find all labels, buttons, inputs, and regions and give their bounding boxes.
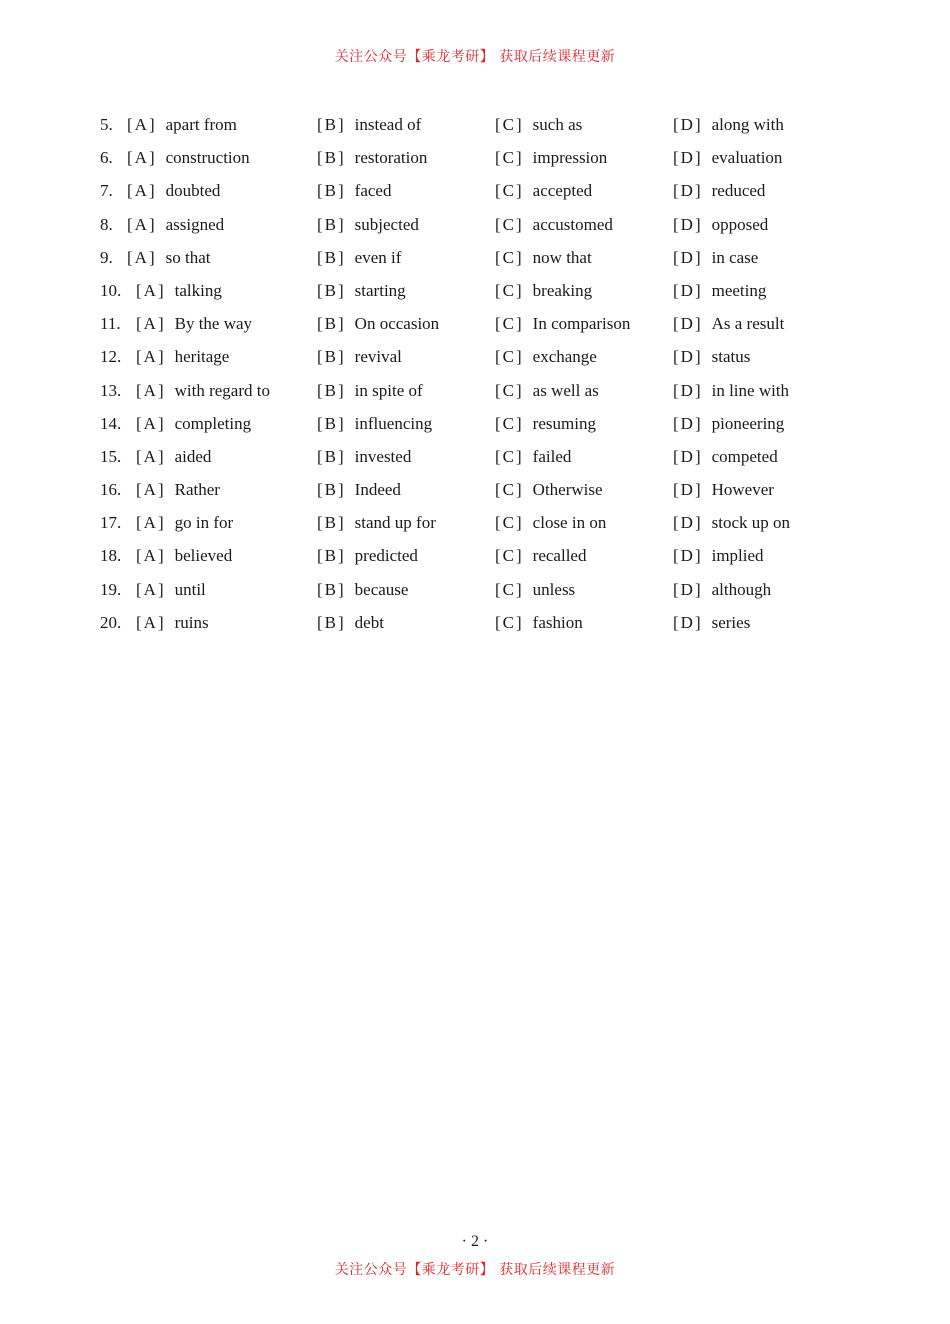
option-d [673, 340, 750, 373]
option-text-d: pioneering [711, 413, 785, 433]
option-c [495, 573, 575, 606]
option-text-d: series [711, 612, 751, 632]
option-a [136, 539, 232, 572]
question-number: 13. [100, 380, 122, 400]
option-text-b: even if [354, 247, 402, 267]
option-text-c: recalled [532, 546, 587, 566]
option-letter-b: [B] [317, 214, 346, 234]
option-a [136, 440, 211, 473]
question-row [0, 573, 950, 606]
option-letter-b: [B] [317, 480, 346, 500]
option-letter-b: [B] [317, 115, 346, 134]
option-b [317, 606, 384, 639]
option-b [317, 174, 391, 207]
option-letter-b: [B] [317, 314, 346, 334]
option-text-b: faced [354, 181, 392, 201]
option-d [673, 307, 784, 340]
question-number: 7. [100, 181, 113, 201]
option-text-a: heritage [174, 347, 230, 367]
question-row [0, 274, 950, 307]
question-row [0, 174, 950, 207]
option-text-c: now that [532, 247, 592, 267]
header-promo: 关注公众号【乘龙考研】 获取后续课程更新 [334, 49, 616, 65]
option-letter-b: [B] [317, 513, 346, 533]
option-letter-c: [C] [495, 347, 524, 367]
option-letter-a: [A] [136, 446, 166, 466]
option-a [127, 141, 250, 174]
option-letter-b: [B] [317, 380, 346, 400]
option-c [495, 208, 613, 241]
option-a [136, 340, 229, 373]
option-letter-a: [A] [136, 546, 166, 566]
option-b [317, 440, 411, 473]
option-b [317, 307, 439, 340]
option-letter-b: [B] [317, 546, 346, 566]
option-d [673, 374, 789, 407]
option-text-a: until [174, 579, 206, 599]
option-text-b: invested [354, 446, 412, 466]
option-text-b: instead of [354, 115, 422, 134]
question-number: 19. [100, 579, 122, 599]
option-letter-d: [D] [673, 347, 703, 367]
option-text-b: because [354, 579, 409, 599]
option-text-a: so that [165, 247, 211, 267]
option-a [136, 506, 233, 539]
option-text-d: implied [711, 546, 764, 566]
option-d [673, 108, 784, 141]
option-d [673, 241, 758, 274]
option-text-b: restoration [354, 148, 428, 168]
option-letter-b: [B] [317, 347, 346, 367]
question-number: 8. [100, 214, 113, 234]
option-text-c: accepted [532, 181, 593, 201]
option-d [673, 606, 750, 639]
option-b [317, 573, 408, 606]
question-row [0, 506, 950, 539]
option-text-c: failed [532, 446, 572, 466]
option-text-a: aided [174, 446, 212, 466]
option-letter-a: [A] [136, 413, 166, 433]
option-c [495, 174, 592, 207]
option-letter-b: [B] [317, 148, 346, 168]
option-d [673, 407, 784, 440]
option-d [673, 473, 774, 506]
question-number: 10. [100, 280, 122, 300]
option-b [317, 407, 432, 440]
option-letter-d: [D] [673, 280, 703, 300]
option-c [495, 274, 592, 307]
option-text-d: competed [711, 446, 778, 466]
question-row [0, 374, 950, 407]
option-a [136, 473, 220, 506]
option-text-a: completing [174, 413, 252, 433]
option-b [317, 141, 427, 174]
option-text-a: Rather [174, 480, 220, 500]
question-row [0, 440, 950, 473]
option-letter-d: [D] [673, 546, 703, 566]
option-a [136, 407, 251, 440]
option-text-d: reduced [711, 181, 766, 201]
option-letter-a: [A] [136, 579, 166, 599]
option-text-d: meeting [711, 280, 767, 300]
option-letter-c: [C] [495, 546, 524, 566]
option-letter-c: [C] [495, 115, 524, 134]
option-letter-b: [B] [317, 579, 346, 599]
question-number: 15. [100, 446, 122, 466]
option-letter-a: [A] [136, 314, 166, 334]
option-text-b: stand up for [354, 513, 436, 533]
option-text-a: believed [174, 546, 233, 566]
option-text-c: accustomed [532, 214, 613, 234]
option-text-d: in line with [711, 380, 790, 400]
option-text-d: evaluation [711, 148, 783, 168]
option-b [317, 208, 419, 241]
option-text-c: breaking [532, 280, 593, 300]
question-row [0, 141, 950, 174]
option-text-b: influencing [354, 413, 433, 433]
option-letter-c: [C] [495, 579, 524, 599]
option-text-b: On occasion [354, 314, 440, 334]
option-text-c: unless [532, 579, 576, 599]
question-number: 6. [100, 148, 113, 168]
option-letter-a: [A] [127, 181, 157, 201]
option-d [673, 274, 766, 307]
option-letter-a: [A] [136, 280, 166, 300]
option-text-d: stock up on [711, 513, 790, 533]
option-letter-d: [D] [673, 446, 703, 466]
option-text-d: However [711, 480, 774, 500]
option-letter-c: [C] [495, 247, 524, 267]
option-text-d: along with [711, 115, 784, 134]
option-letter-c: [C] [495, 280, 524, 300]
option-letter-b: [B] [317, 280, 346, 300]
question-row [0, 340, 950, 373]
question-number: 5. [100, 115, 113, 134]
option-letter-c: [C] [495, 181, 524, 201]
option-c [495, 539, 586, 572]
option-text-b: predicted [354, 546, 418, 566]
option-letter-b: [B] [317, 446, 346, 466]
option-b [317, 539, 418, 572]
option-text-a: talking [174, 280, 222, 300]
option-letter-a: [A] [127, 247, 157, 267]
option-a [136, 606, 209, 639]
option-letter-c: [C] [495, 148, 524, 168]
option-a [136, 307, 252, 340]
option-text-c: resuming [532, 413, 596, 433]
option-a [127, 241, 210, 274]
option-text-b: Indeed [354, 480, 401, 500]
option-text-c: impression [532, 148, 608, 168]
option-b [317, 340, 402, 373]
option-letter-c: [C] [495, 480, 524, 500]
question-number: 16. [100, 480, 122, 500]
option-letter-a: [A] [127, 148, 157, 168]
option-letter-c: [C] [495, 214, 524, 234]
option-letter-c: [C] [495, 314, 524, 334]
option-text-c: Otherwise [532, 480, 603, 500]
option-text-c: In comparison [532, 314, 631, 334]
option-letter-b: [B] [317, 181, 346, 201]
option-text-c: such as [532, 115, 583, 134]
option-b [317, 108, 421, 141]
question-row [0, 407, 950, 440]
option-text-a: ruins [174, 612, 209, 632]
option-d [673, 506, 790, 539]
question-number: 11. [100, 314, 121, 334]
option-text-d: although [711, 579, 772, 599]
option-letter-b: [B] [317, 413, 346, 433]
option-text-d: opposed [711, 214, 769, 234]
option-letter-a: [A] [136, 612, 166, 632]
option-letter-d: [D] [673, 413, 703, 433]
option-b [317, 506, 436, 539]
option-letter-a: [A] [136, 480, 166, 500]
option-c [495, 241, 592, 274]
option-text-c: exchange [532, 347, 597, 367]
option-c [495, 307, 630, 340]
question-number: 14. [100, 413, 122, 433]
option-letter-d: [D] [673, 314, 703, 334]
question-row [0, 307, 950, 340]
option-letter-c: [C] [495, 513, 524, 533]
option-a [127, 174, 220, 207]
option-text-a: apart from [165, 115, 237, 134]
option-text-a: go in for [174, 513, 234, 533]
option-d [673, 573, 771, 606]
option-letter-d: [D] [673, 214, 703, 234]
option-text-c: close in on [532, 513, 607, 533]
option-text-a: assigned [165, 214, 225, 234]
option-letter-d: [D] [673, 579, 703, 599]
question-list [0, 108, 950, 639]
option-a [127, 208, 224, 241]
option-d [673, 174, 765, 207]
option-letter-d: [D] [673, 247, 703, 267]
option-text-c: as well as [532, 380, 599, 400]
option-a [136, 573, 206, 606]
option-text-b: subjected [354, 214, 419, 234]
question-row [0, 108, 950, 141]
option-text-a: with regard to [174, 380, 270, 400]
option-letter-b: [B] [317, 247, 346, 267]
option-text-d: status [711, 347, 751, 367]
question-row [0, 539, 950, 572]
footer-promo: 关注公众号【乘龙考研】 获取后续课程更新 [334, 1262, 616, 1278]
option-text-b: revival [354, 347, 402, 367]
question-row [0, 241, 950, 274]
option-letter-a: [A] [136, 513, 166, 533]
option-text-b: in spite of [354, 380, 423, 400]
option-letter-d: [D] [673, 115, 703, 134]
option-b [317, 241, 401, 274]
question-number: 17. [100, 513, 122, 533]
option-letter-d: [D] [673, 480, 703, 500]
option-d [673, 208, 768, 241]
option-text-b: starting [354, 280, 406, 300]
option-c [495, 506, 606, 539]
option-c [495, 407, 596, 440]
question-row [0, 473, 950, 506]
option-c [495, 473, 603, 506]
option-text-a: doubted [165, 181, 221, 201]
option-b [317, 374, 423, 407]
option-text-b: debt [354, 612, 384, 632]
option-letter-a: [A] [127, 115, 157, 134]
option-c [495, 606, 583, 639]
option-d [673, 539, 764, 572]
option-letter-c: [C] [495, 612, 524, 632]
question-number: 20. [100, 612, 122, 632]
option-letter-c: [C] [495, 446, 524, 466]
question-number: 12. [100, 347, 122, 367]
option-d [673, 440, 778, 473]
question-number: 9. [100, 247, 113, 267]
option-letter-b: [B] [317, 612, 346, 632]
option-c [495, 374, 599, 407]
option-c [495, 340, 597, 373]
option-b [317, 274, 406, 307]
option-b [317, 473, 401, 506]
option-d [673, 141, 782, 174]
option-c [495, 440, 571, 473]
question-number: 18. [100, 546, 122, 566]
option-letter-d: [D] [673, 148, 703, 168]
option-letter-a: [A] [136, 380, 166, 400]
page-number: · 2 · [461, 1233, 489, 1250]
option-letter-a: [A] [127, 214, 157, 234]
question-row [0, 208, 950, 241]
option-letter-d: [D] [673, 612, 703, 632]
option-letter-c: [C] [495, 380, 524, 400]
option-letter-a: [A] [136, 347, 166, 367]
option-c [495, 108, 582, 141]
option-text-d: in case [711, 247, 759, 267]
option-a [136, 374, 270, 407]
option-text-a: construction [165, 148, 250, 168]
option-text-a: By the way [174, 314, 253, 334]
question-row [0, 606, 950, 639]
option-text-d: As a result [711, 314, 785, 334]
option-c [495, 141, 607, 174]
option-a [127, 108, 237, 141]
option-a [136, 274, 222, 307]
option-letter-d: [D] [673, 513, 703, 533]
option-letter-c: [C] [495, 413, 524, 433]
option-letter-d: [D] [673, 380, 703, 400]
option-letter-d: [D] [673, 181, 703, 201]
option-text-c: fashion [532, 612, 583, 632]
